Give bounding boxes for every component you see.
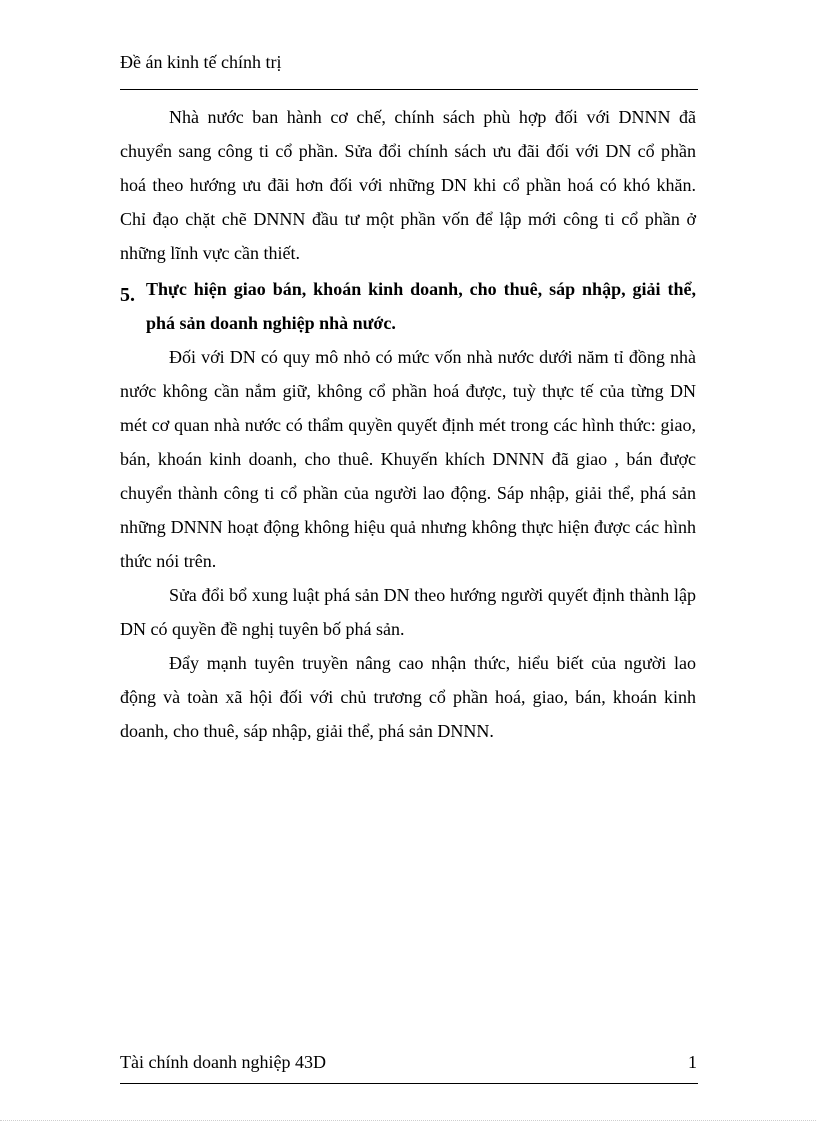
paragraph-3: Sửa đổi bổ xung luật phá sản DN theo hướng người quyết định thành lập DN có quyền đề nghị tuyên bố phá sản. [120, 585, 696, 639]
footer-text: Tài chính doanh nghiệp 43D [120, 1052, 326, 1072]
section-heading [120, 272, 696, 340]
header-rule [120, 89, 698, 90]
page-edge-divider [0, 1120, 816, 1121]
body-text [120, 100, 696, 748]
footer-rule [120, 1083, 698, 1084]
paragraph-2: Đối với DN có quy mô nhỏ có mức vốn nhà nước dưới năm tỉ đồng nhà nước không cần nắm giữ, không cổ phần hoá được, tuỳ thực tế của từng DN mét cơ quan nhà nước có thẩm quyền quyết định mét trong các hình thức: giao, bán, khoán kinh doanh, cho thuê. Khuyến khích DNNN đã giao , bán được chuyển thành công ti cổ phần của người lao động. Sáp nhập, giải thể, phá sản những DNNN hoạt động không hiệu quả nhưng không thực hiện được các hình thức nói trên. [120, 347, 696, 571]
header-title: Đề án kinh tế chính trị [120, 52, 282, 72]
paragraph-4: Đẩy mạnh tuyên truyền nâng cao nhận thức, hiểu biết của người lao động và toàn xã hội đối với chủ trương cổ phần hoá, giao, bán, khoán kinh doanh, cho thuê, sáp nhập, giải thể, phá sản DNNN. [120, 653, 696, 741]
section-heading-number: 5. [120, 284, 135, 306]
section-heading-text: Thực hiện giao bán, khoán kinh doanh, cho thuê, sáp nhập, giải thể, phá sản doanh nghiệp nhà nước. [146, 279, 696, 333]
paragraph-1: Nhà nước ban hành cơ chế, chính sách phù hợp đối với DNNN đã chuyển sang công ti cổ phần. Sửa đổi chính sách ưu đãi đối với DN cổ phần hoá theo hướng ưu đãi hơn đối với những DN khi cổ phần hoá có khó khăn. Chỉ đạo chặt chẽ DNNN đầu tư một phần vốn để lập mới công ti cổ phần ở những lĩnh vực cần thiết. [120, 107, 696, 263]
page-number: 1 [688, 1052, 697, 1072]
